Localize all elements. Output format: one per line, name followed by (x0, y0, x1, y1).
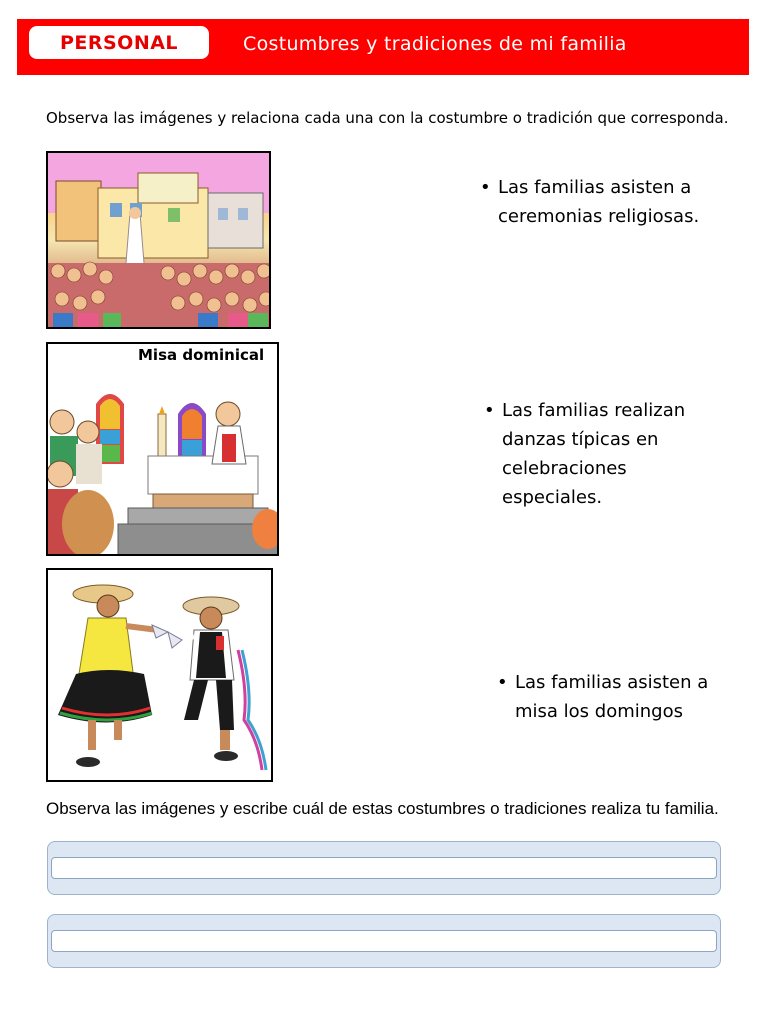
answer-field-1[interactable] (47, 841, 721, 895)
answer-line[interactable] (51, 857, 717, 879)
answer-field-2[interactable] (47, 914, 721, 968)
write-instruction: Observa las imágenes y escribe cuál de estas costumbres o tradiciones realiza tu familia. (46, 799, 719, 818)
option-sunday-mass (497, 668, 737, 726)
option-text: Las familias asisten a misa los domingos (515, 672, 709, 722)
bullet-icon: • (497, 672, 508, 693)
stained-glass-right-icon (178, 403, 206, 464)
image-caption: Misa dominical (138, 346, 265, 364)
subject-badge: PERSONAL (29, 26, 209, 59)
worksheet-title: Costumbres y tradiciones de mi familia (243, 33, 627, 55)
dance-image (46, 568, 273, 782)
bullet-icon: • (484, 400, 495, 421)
answer-line[interactable] (51, 930, 717, 952)
bullet-icon: • (480, 177, 491, 198)
dance-illustration (48, 570, 273, 782)
option-text: Las familias realizan danzas típicas en celebraciones especiales. (502, 400, 686, 508)
option-typical-dances (484, 396, 714, 512)
option-religious-ceremonies (480, 173, 730, 231)
sunday-mass-image (46, 342, 279, 556)
match-instruction: Observa las imágenes y relaciona cada una con la costumbre o tradición que corresponda. (46, 109, 729, 127)
procession-image (46, 151, 271, 329)
option-text: Las familias asisten a ceremonias religiosas. (498, 177, 700, 227)
sunday-mass-illustration (48, 344, 279, 556)
header-banner (17, 19, 749, 75)
procession-illustration (48, 153, 271, 329)
